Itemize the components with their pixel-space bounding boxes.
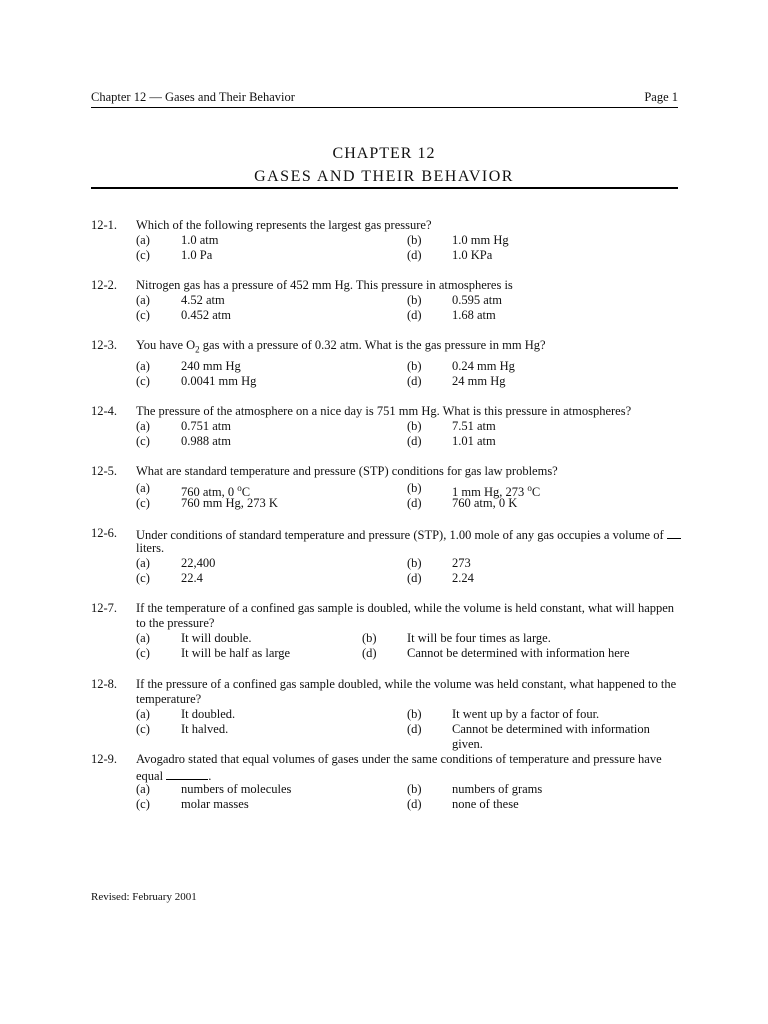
question-number: 12-5. xyxy=(91,464,118,478)
option-text: It doubled. xyxy=(181,707,236,721)
option-letter: (b) xyxy=(407,782,422,796)
option-text: Cannot be determined with information xyxy=(452,722,650,736)
degree-superscript: o xyxy=(527,483,532,493)
option-letter: (a) xyxy=(136,556,150,570)
option-text: 4.52 atm xyxy=(181,293,225,307)
option-letter: (c) xyxy=(136,571,150,585)
option-text: 760 mm Hg, 273 K xyxy=(181,496,278,510)
question-number: 12-2. xyxy=(91,278,118,292)
question-stem: What are standard temperature and pressure (STP) conditions for gas law problems? xyxy=(136,464,558,478)
option-letter: (b) xyxy=(407,707,422,721)
option-text: It will be four times as large. xyxy=(407,631,551,645)
chapter-title: CHAPTER 12 xyxy=(332,145,436,162)
question-number: 12-6. xyxy=(91,526,118,540)
page-number: Page 1 xyxy=(644,90,678,104)
option-text: It will double. xyxy=(181,631,252,645)
option-letter: (d) xyxy=(407,374,422,388)
option-letter: (c) xyxy=(136,722,150,736)
option-text: 0.0041 mm Hg xyxy=(181,374,257,388)
question-number: 12-1. xyxy=(91,218,118,232)
running-header-title: Chapter 12 — Gases and Their Behavior xyxy=(91,90,295,104)
option-letter: (a) xyxy=(136,782,150,796)
chapter-subtitle: GASES AND THEIR BEHAVIOR xyxy=(254,168,514,185)
option-letter: (b) xyxy=(407,233,422,247)
option-text: numbers of grams xyxy=(452,782,543,796)
option-text: 1 mm Hg, 273 $^o$C xyxy=(452,483,541,500)
option-letter: (b) xyxy=(407,293,422,307)
revision-footer: Revised: February 2001 xyxy=(91,891,197,903)
option-text: 760 atm, 0 $^o$C xyxy=(181,483,251,500)
option-letter: (d) xyxy=(407,248,422,262)
title-rule xyxy=(91,187,678,189)
option-letter: (c) xyxy=(136,434,150,448)
option-text: 0.988 atm xyxy=(181,434,231,448)
option-letter: (a) xyxy=(136,419,150,433)
option-letter: (d) xyxy=(407,434,422,448)
header-rule xyxy=(91,107,678,108)
question-stem-continued: equal . xyxy=(136,769,212,783)
option-text: 1.0 KPa xyxy=(452,248,493,262)
option-text: 22,400 xyxy=(181,556,216,570)
question-number: 12-8. xyxy=(91,677,118,691)
option-text: 22.4 xyxy=(181,571,203,585)
option-letter: (c) xyxy=(136,496,150,510)
option-text: 0.751 atm xyxy=(181,419,231,433)
option-letter: (b) xyxy=(407,481,422,495)
option-text: 240 mm Hg xyxy=(181,359,241,373)
option-letter: (a) xyxy=(136,631,150,645)
question-stem: If the pressure of a confined gas sample doubled, while the volume was held constant, what happened to the xyxy=(136,677,677,691)
option-letter: (a) xyxy=(136,707,150,721)
option-text-continued: given. xyxy=(452,737,483,751)
option-letter: (d) xyxy=(407,797,422,811)
option-letter: (d) xyxy=(362,646,377,660)
option-letter: (b) xyxy=(407,359,422,373)
option-text: 273 xyxy=(452,556,471,570)
option-letter: (a) xyxy=(136,233,150,247)
option-text: numbers of molecules xyxy=(181,782,292,796)
answer-blank xyxy=(166,767,208,780)
option-letter: (a) xyxy=(136,481,150,495)
degree-superscript: o xyxy=(237,483,242,493)
option-text: It will be half as large xyxy=(181,646,291,660)
option-text: 0.595 atm xyxy=(452,293,502,307)
question-stem: Nitrogen gas has a pressure of 452 mm Hg. This pressure in atmospheres is xyxy=(136,278,513,292)
question-stem-continued: temperature? xyxy=(136,692,202,706)
option-letter: (c) xyxy=(136,248,150,262)
option-letter: (b) xyxy=(407,419,422,433)
option-letter: (d) xyxy=(407,496,422,510)
question-stem: Under conditions of standard temperature and pressure (STP), 1.00 mole of any gas occupies a volume of xyxy=(136,526,681,543)
question-stem: Avogadro stated that equal volumes of gases under the same conditions of temperature and pressure have xyxy=(136,752,662,766)
option-text: It halved. xyxy=(181,722,229,736)
subscript: 2 xyxy=(195,344,200,355)
question-stem: The pressure of the atmosphere on a nice day is 751 mm Hg. What is this pressure in atmospheres? xyxy=(136,404,632,418)
answer-blank xyxy=(667,526,681,539)
option-text: 0.24 mm Hg xyxy=(452,359,515,373)
option-letter: (d) xyxy=(407,722,422,736)
option-letter: (a) xyxy=(136,293,150,307)
option-text: 1.0 mm Hg xyxy=(452,233,509,247)
option-text: none of these xyxy=(452,797,519,811)
option-letter: (a) xyxy=(136,359,150,373)
option-text: 2.24 xyxy=(452,571,474,585)
option-letter: (d) xyxy=(407,571,422,585)
question-stem-continued: to the pressure? xyxy=(136,616,215,630)
option-text: 1.68 atm xyxy=(452,308,496,322)
option-text: 1.0 Pa xyxy=(181,248,213,262)
option-text: molar masses xyxy=(181,797,249,811)
option-text: It went up by a factor of four. xyxy=(452,707,600,721)
option-text: 7.51 atm xyxy=(452,419,496,433)
option-letter: (b) xyxy=(362,631,377,645)
question-number: 12-7. xyxy=(91,601,118,615)
option-letter: (d) xyxy=(407,308,422,322)
option-text: 760 atm, 0 K xyxy=(452,496,518,510)
option-text: 1.01 atm xyxy=(452,434,496,448)
option-text: 24 mm Hg xyxy=(452,374,506,388)
question-stem-continued: liters. xyxy=(136,541,165,555)
question-number: 12-9. xyxy=(91,752,118,766)
option-letter: (c) xyxy=(136,797,150,811)
option-text: 0.452 atm xyxy=(181,308,231,322)
option-letter: (c) xyxy=(136,646,150,660)
option-letter: (c) xyxy=(136,374,150,388)
question-stem: Which of the following represents the largest gas pressure? xyxy=(136,218,432,232)
question-number: 12-3. xyxy=(91,338,118,352)
option-letter: (b) xyxy=(407,556,422,570)
option-letter: (c) xyxy=(136,308,150,322)
option-text: 1.0 atm xyxy=(181,233,219,247)
question-stem: You have $O_2$ gas with a pressure of 0.32 atm. What is the gas pressure in mm Hg? xyxy=(136,338,546,355)
question-number: 12-4. xyxy=(91,404,118,418)
question-stem: If the temperature of a confined gas sample is doubled, while the volume is held constant, what will happen xyxy=(136,601,675,615)
option-text: Cannot be determined with information here xyxy=(407,646,630,660)
